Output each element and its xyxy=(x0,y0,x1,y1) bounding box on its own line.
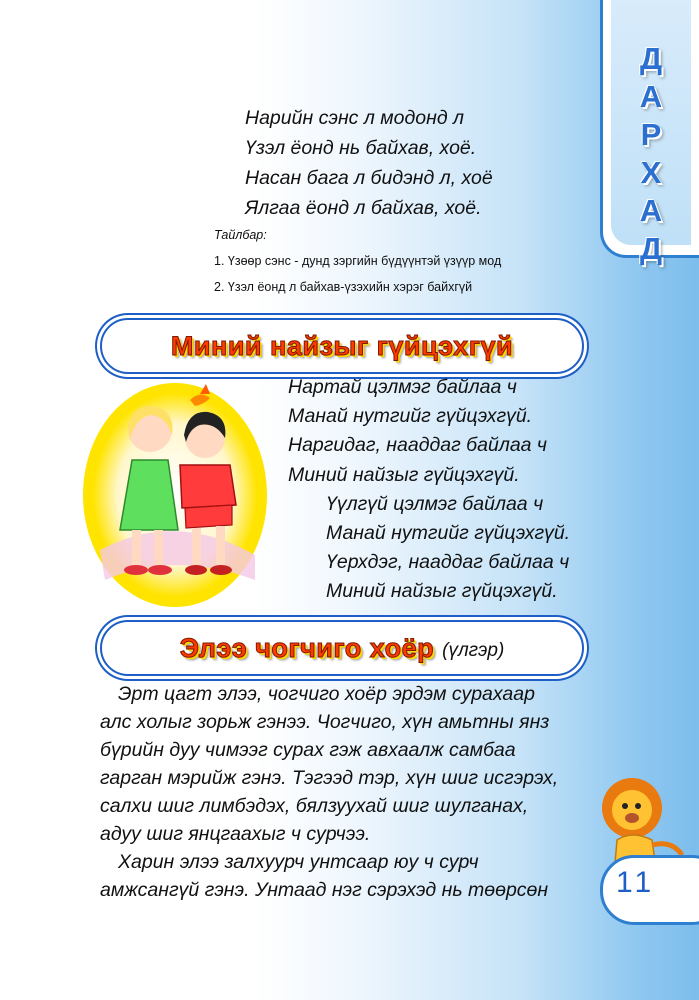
poem-line: Наргидаг, нааддаг байлаа ч xyxy=(288,434,548,457)
section-title: Элээ чогчиго хоёр xyxy=(179,632,435,663)
story-line: амжсангүй гэнэ. Унтаад нэг сэрэхэд нь төөрсөн xyxy=(100,879,549,901)
section-subtitle: (үлгэр) xyxy=(442,640,505,661)
note-item: 2. Үзэл ёонд л байхав-үзэхийн хэрэг байхгүй xyxy=(214,280,473,294)
side-letter: А xyxy=(639,79,663,114)
children-illustration xyxy=(80,380,270,610)
side-letter: Д xyxy=(639,41,663,76)
story-line: алс холыг зорьж гэнээ. Чогчиго, хүн амьтны янз xyxy=(100,711,550,733)
story-line: бүрийн дуу чимээг сурах гэж авхаалж самбаа xyxy=(100,739,516,761)
poem-line: Ялгаа ёонд л байхав, хоё. xyxy=(245,197,482,219)
page-number: 11 xyxy=(616,866,656,899)
poem-friend xyxy=(288,373,570,607)
poem-line: Нарийн сэнс л модонд л xyxy=(245,107,465,129)
notes xyxy=(214,222,501,300)
side-tab-title xyxy=(628,40,674,268)
poem-line: Насан бага л бидэнд л, хоё xyxy=(245,167,493,189)
story-line: гарган мэрийж гэнэ. Тэгээд тэр, хүн шиг исгэрэх, xyxy=(100,767,559,789)
side-letter: Х xyxy=(640,155,662,190)
story-line: Харин элээ залхуурч унтсаар юу ч сурч xyxy=(118,851,479,873)
section-banner xyxy=(100,620,584,676)
poem-line: Үзэл ёонд нь байхав, хоё. xyxy=(245,137,477,159)
poem-line: Нартай цэлмэг байлаа ч xyxy=(288,376,517,398)
poem-line: Үерхдэг, нааддаг байлаа ч xyxy=(326,551,570,574)
poem-line: Миний найзыг гүйцэхгүй. xyxy=(288,463,520,486)
note-item: 1. Үзөөр сэнс - дунд зэргийн бүдүүнтэй үзүүр мод xyxy=(214,254,502,268)
story-line: адуу шиг янцгаахыг ч сурчээ. xyxy=(100,823,371,845)
poem-stanza-1 xyxy=(245,103,493,223)
poem-line: Үүлгүй цэлмэг байлаа ч xyxy=(326,492,544,515)
poem-line: Миний найзыг гүйцэхгүй. xyxy=(326,580,558,603)
poem-line: Манай нутгийг гүйцэхгүй. xyxy=(288,405,533,428)
side-letter: Д xyxy=(639,231,663,266)
story-line: Эрт цагт элээ, чогчиго хоёр эрдэм сурахаар xyxy=(118,683,535,705)
side-letter: Р xyxy=(640,117,662,152)
side-letter: А xyxy=(639,193,663,228)
story-line: салхи шиг лимбэдэх, бялзуухай шиг шулганах, xyxy=(100,795,529,817)
poem-line: Манай нутгийг гүйцэхгүй. xyxy=(326,522,571,545)
section-title: Миний найзыг гүйцэхгүй xyxy=(170,330,514,361)
section-banner xyxy=(100,318,584,374)
story-text xyxy=(100,680,600,904)
notes-title: Тайлбар: xyxy=(214,228,267,242)
